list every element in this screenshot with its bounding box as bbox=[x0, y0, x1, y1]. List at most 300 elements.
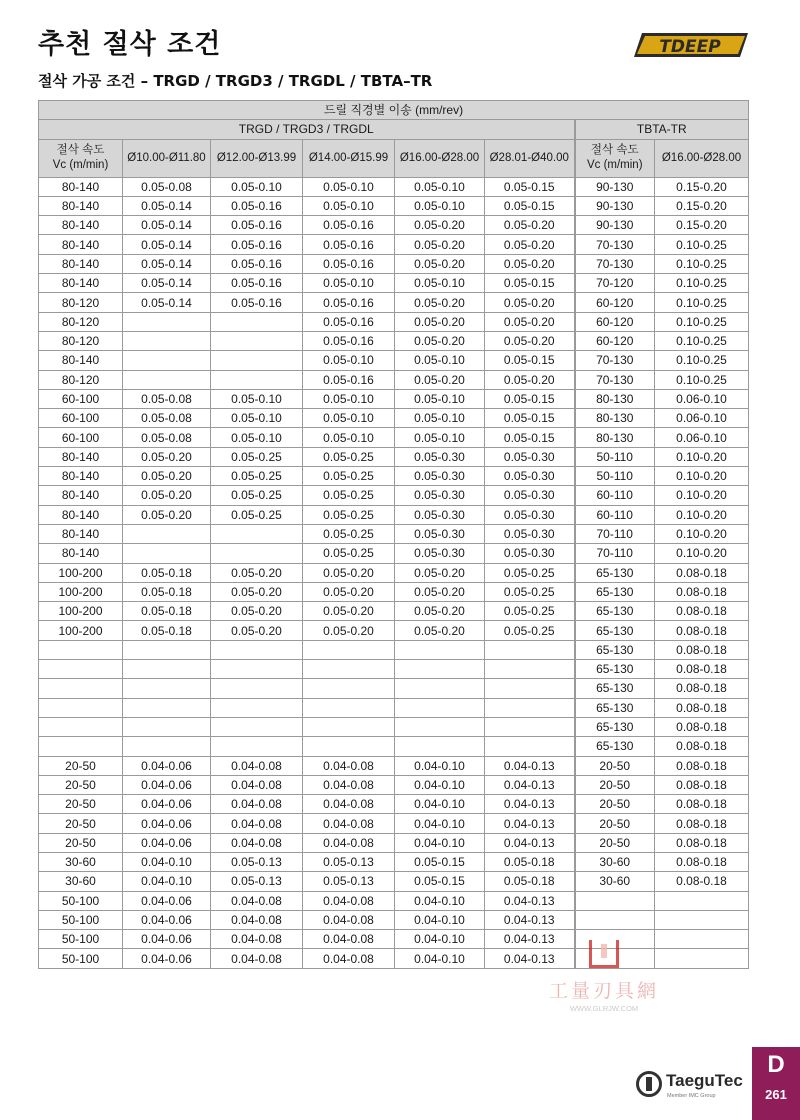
cell-speed: 80-140 bbox=[39, 254, 123, 273]
cell-speed: 100-200 bbox=[39, 602, 123, 621]
cell-speed: 50-100 bbox=[39, 910, 123, 929]
cell-d16: 0.05-0.30 bbox=[395, 524, 485, 543]
table-row bbox=[39, 795, 749, 814]
cell-d28: 0.05-0.15 bbox=[485, 351, 575, 370]
table-row bbox=[39, 216, 749, 235]
page-title: 추천 절삭 조건 bbox=[38, 29, 222, 60]
cell-tbta-d16: 0.10-0.20 bbox=[655, 486, 749, 505]
feed-header: 드릴 직경별 이송 (mm/rev) bbox=[39, 101, 749, 120]
cell-d12: 0.04-0.08 bbox=[211, 775, 303, 794]
cell-d28 bbox=[485, 640, 575, 659]
table-row bbox=[39, 640, 749, 659]
cell-d10 bbox=[123, 737, 211, 756]
table-row bbox=[39, 679, 749, 698]
cell-d16: 0.05-0.10 bbox=[395, 428, 485, 447]
cell-d12: 0.05-0.10 bbox=[211, 389, 303, 408]
cell-d16: 0.05-0.20 bbox=[395, 254, 485, 273]
table-row bbox=[39, 833, 749, 852]
cell-tbta-speed: 60-120 bbox=[575, 293, 655, 312]
cell-d16: 0.05-0.10 bbox=[395, 409, 485, 428]
cell-d14: 0.05-0.20 bbox=[303, 602, 395, 621]
diam-header: Ø10.00-Ø11.80 bbox=[123, 139, 211, 177]
cell-d10: 0.05-0.14 bbox=[123, 293, 211, 312]
cell-d16: 0.05-0.30 bbox=[395, 544, 485, 563]
cell-tbta-speed: 70-130 bbox=[575, 351, 655, 370]
cell-d28 bbox=[485, 737, 575, 756]
cell-speed bbox=[39, 717, 123, 736]
cell-speed: 50-100 bbox=[39, 930, 123, 949]
tbta-speed-header: 절삭 속도 Vc (m/min) bbox=[575, 139, 655, 177]
cell-d12: 0.05-0.20 bbox=[211, 563, 303, 582]
cell-d14: 0.05-0.10 bbox=[303, 274, 395, 293]
cell-speed: 80-140 bbox=[39, 196, 123, 215]
cell-d14 bbox=[303, 679, 395, 698]
cell-d14: 0.04-0.08 bbox=[303, 910, 395, 929]
cell-tbta-speed: 70-130 bbox=[575, 235, 655, 254]
cell-d28: 0.05-0.20 bbox=[485, 254, 575, 273]
cell-d12 bbox=[211, 679, 303, 698]
table-row bbox=[39, 524, 749, 543]
cell-d12: 0.05-0.16 bbox=[211, 293, 303, 312]
diam-header: Ø12.00-Ø13.99 bbox=[211, 139, 303, 177]
cell-d12: 0.05-0.13 bbox=[211, 852, 303, 871]
cell-d28: 0.05-0.25 bbox=[485, 582, 575, 601]
cell-speed: 50-100 bbox=[39, 949, 123, 968]
table-row bbox=[39, 737, 749, 756]
cell-d10: 0.05-0.14 bbox=[123, 274, 211, 293]
cell-tbta-speed: 65-130 bbox=[575, 737, 655, 756]
cell-d14: 0.05-0.10 bbox=[303, 177, 395, 196]
cell-tbta-d16: 0.08-0.18 bbox=[655, 814, 749, 833]
cell-d12: 0.05-0.16 bbox=[211, 196, 303, 215]
table-row bbox=[39, 814, 749, 833]
cell-d10: 0.05-0.08 bbox=[123, 389, 211, 408]
cell-d10 bbox=[123, 679, 211, 698]
cell-tbta-d16: 0.08-0.18 bbox=[655, 833, 749, 852]
cell-d12: 0.05-0.25 bbox=[211, 467, 303, 486]
cell-d14: 0.05-0.10 bbox=[303, 428, 395, 447]
group-header-tbta: TBTA-TR bbox=[575, 120, 749, 139]
table-row bbox=[39, 409, 749, 428]
cell-d16: 0.04-0.10 bbox=[395, 949, 485, 968]
cell-d16: 0.05-0.20 bbox=[395, 563, 485, 582]
cell-d12: 0.05-0.10 bbox=[211, 428, 303, 447]
cell-tbta-speed bbox=[575, 910, 655, 929]
cell-d16: 0.04-0.10 bbox=[395, 756, 485, 775]
cell-d14: 0.05-0.20 bbox=[303, 621, 395, 640]
table-body bbox=[39, 177, 749, 968]
cell-tbta-speed: 70-130 bbox=[575, 254, 655, 273]
cell-tbta-d16: 0.08-0.18 bbox=[655, 737, 749, 756]
cell-speed: 60-100 bbox=[39, 409, 123, 428]
cell-d10: 0.05-0.20 bbox=[123, 486, 211, 505]
cell-tbta-d16: 0.08-0.18 bbox=[655, 602, 749, 621]
table-row bbox=[39, 254, 749, 273]
cell-d16: 0.05-0.30 bbox=[395, 505, 485, 524]
cell-d16: 0.05-0.20 bbox=[395, 331, 485, 350]
cell-tbta-speed: 60-120 bbox=[575, 331, 655, 350]
cell-d12: 0.04-0.08 bbox=[211, 756, 303, 775]
cell-tbta-d16: 0.08-0.18 bbox=[655, 872, 749, 891]
cell-d10: 0.04-0.06 bbox=[123, 891, 211, 910]
cell-d28: 0.05-0.25 bbox=[485, 563, 575, 582]
cell-d16: 0.04-0.10 bbox=[395, 891, 485, 910]
cell-speed: 80-140 bbox=[39, 351, 123, 370]
cell-speed: 20-50 bbox=[39, 775, 123, 794]
cell-d14: 0.05-0.16 bbox=[303, 235, 395, 254]
cell-d10: 0.05-0.18 bbox=[123, 563, 211, 582]
cell-d28: 0.05-0.30 bbox=[485, 524, 575, 543]
cell-tbta-speed: 65-130 bbox=[575, 698, 655, 717]
cell-tbta-speed: 60-110 bbox=[575, 486, 655, 505]
speed-header: 절삭 속도 Vc (m/min) bbox=[39, 139, 123, 177]
cell-d14 bbox=[303, 640, 395, 659]
cell-d28: 0.05-0.30 bbox=[485, 467, 575, 486]
watermark-name: 工量刃具網 bbox=[548, 980, 659, 1002]
cell-d10: 0.05-0.18 bbox=[123, 582, 211, 601]
cell-d10: 0.04-0.06 bbox=[123, 910, 211, 929]
cell-tbta-speed: 65-130 bbox=[575, 582, 655, 601]
cell-d16: 0.05-0.10 bbox=[395, 389, 485, 408]
cell-speed: 100-200 bbox=[39, 621, 123, 640]
cell-tbta-speed: 90-130 bbox=[575, 177, 655, 196]
cell-speed: 80-140 bbox=[39, 544, 123, 563]
cell-d16 bbox=[395, 737, 485, 756]
cell-d10 bbox=[123, 312, 211, 331]
cell-speed bbox=[39, 640, 123, 659]
cell-d14: 0.05-0.16 bbox=[303, 331, 395, 350]
cell-d12: 0.04-0.08 bbox=[211, 891, 303, 910]
cell-d10: 0.04-0.06 bbox=[123, 775, 211, 794]
cell-tbta-d16: 0.10-0.20 bbox=[655, 447, 749, 466]
cell-tbta-d16: 0.08-0.18 bbox=[655, 582, 749, 601]
cell-speed: 80-140 bbox=[39, 235, 123, 254]
cell-d16: 0.05-0.15 bbox=[395, 872, 485, 891]
cell-speed: 20-50 bbox=[39, 814, 123, 833]
cell-d10: 0.05-0.14 bbox=[123, 254, 211, 273]
cell-d14: 0.05-0.10 bbox=[303, 351, 395, 370]
cell-speed: 80-140 bbox=[39, 467, 123, 486]
cell-tbta-d16: 0.15-0.20 bbox=[655, 177, 749, 196]
cell-d10: 0.04-0.06 bbox=[123, 795, 211, 814]
cell-tbta-d16: 0.08-0.18 bbox=[655, 660, 749, 679]
cell-d10 bbox=[123, 698, 211, 717]
tdeep-logo bbox=[632, 30, 750, 60]
cell-tbta-d16: 0.06-0.10 bbox=[655, 389, 749, 408]
cell-d28: 0.05-0.20 bbox=[485, 235, 575, 254]
cell-d16: 0.05-0.30 bbox=[395, 467, 485, 486]
cell-d28: 0.05-0.20 bbox=[485, 293, 575, 312]
cell-speed: 100-200 bbox=[39, 582, 123, 601]
cell-tbta-speed: 65-130 bbox=[575, 679, 655, 698]
cell-tbta-d16: 0.15-0.20 bbox=[655, 196, 749, 215]
cell-d12 bbox=[211, 544, 303, 563]
cell-d14: 0.05-0.25 bbox=[303, 447, 395, 466]
cell-d14: 0.05-0.16 bbox=[303, 293, 395, 312]
cell-d16: 0.05-0.10 bbox=[395, 177, 485, 196]
cell-tbta-d16 bbox=[655, 910, 749, 929]
cell-d14: 0.05-0.13 bbox=[303, 852, 395, 871]
diam-header: Ø28.01-Ø40.00 bbox=[485, 139, 575, 177]
cell-d12: 0.04-0.08 bbox=[211, 910, 303, 929]
cell-d14 bbox=[303, 717, 395, 736]
table-row bbox=[39, 389, 749, 408]
cell-tbta-speed: 65-130 bbox=[575, 717, 655, 736]
cell-d10: 0.04-0.06 bbox=[123, 756, 211, 775]
cell-d14: 0.05-0.16 bbox=[303, 254, 395, 273]
cell-tbta-d16: 0.10-0.25 bbox=[655, 351, 749, 370]
cell-d10 bbox=[123, 524, 211, 543]
cell-d28: 0.05-0.20 bbox=[485, 216, 575, 235]
cell-d12 bbox=[211, 698, 303, 717]
cell-d16: 0.05-0.15 bbox=[395, 852, 485, 871]
table-row bbox=[39, 544, 749, 563]
cell-d14: 0.04-0.08 bbox=[303, 775, 395, 794]
cell-d14: 0.04-0.08 bbox=[303, 814, 395, 833]
cell-d14: 0.05-0.25 bbox=[303, 524, 395, 543]
cell-d12: 0.05-0.25 bbox=[211, 486, 303, 505]
cell-tbta-speed: 65-130 bbox=[575, 621, 655, 640]
cell-d16: 0.04-0.10 bbox=[395, 775, 485, 794]
cell-d16: 0.05-0.30 bbox=[395, 447, 485, 466]
cell-d16: 0.05-0.20 bbox=[395, 293, 485, 312]
cell-speed: 80-120 bbox=[39, 312, 123, 331]
cell-tbta-d16: 0.08-0.18 bbox=[655, 563, 749, 582]
cell-d28: 0.05-0.30 bbox=[485, 486, 575, 505]
cell-tbta-speed: 80-130 bbox=[575, 428, 655, 447]
cell-tbta-speed: 20-50 bbox=[575, 833, 655, 852]
diam-header: Ø14.00-Ø15.99 bbox=[303, 139, 395, 177]
cell-d10: 0.04-0.06 bbox=[123, 814, 211, 833]
cell-d12: 0.05-0.20 bbox=[211, 621, 303, 640]
cell-d12: 0.05-0.25 bbox=[211, 505, 303, 524]
table-row bbox=[39, 621, 749, 640]
cell-d12 bbox=[211, 351, 303, 370]
cell-d28: 0.05-0.15 bbox=[485, 196, 575, 215]
cell-d28: 0.05-0.20 bbox=[485, 331, 575, 350]
cell-d14: 0.05-0.13 bbox=[303, 872, 395, 891]
cell-d28 bbox=[485, 698, 575, 717]
cell-d12: 0.05-0.16 bbox=[211, 216, 303, 235]
cell-d28: 0.05-0.15 bbox=[485, 389, 575, 408]
cell-speed: 80-140 bbox=[39, 447, 123, 466]
cell-d10: 0.04-0.06 bbox=[123, 930, 211, 949]
cell-d12 bbox=[211, 312, 303, 331]
section-tab bbox=[752, 1047, 800, 1120]
table-row bbox=[39, 660, 749, 679]
cell-d14: 0.04-0.08 bbox=[303, 756, 395, 775]
cell-d14: 0.05-0.16 bbox=[303, 312, 395, 331]
cell-speed: 20-50 bbox=[39, 795, 123, 814]
cell-speed: 20-50 bbox=[39, 833, 123, 852]
cell-d16: 0.04-0.10 bbox=[395, 795, 485, 814]
cell-d10: 0.05-0.18 bbox=[123, 602, 211, 621]
cell-d28: 0.05-0.15 bbox=[485, 274, 575, 293]
cell-d10 bbox=[123, 660, 211, 679]
table-row bbox=[39, 447, 749, 466]
cell-d28: 0.05-0.30 bbox=[485, 544, 575, 563]
page-subtitle: 절삭 가공 조건 – TRGD / TRGD3 / TRGDL / TBTA–TR bbox=[38, 72, 433, 90]
cell-d28 bbox=[485, 717, 575, 736]
cell-d10: 0.04-0.06 bbox=[123, 949, 211, 968]
cell-tbta-speed: 30-60 bbox=[575, 872, 655, 891]
cell-tbta-d16: 0.10-0.20 bbox=[655, 505, 749, 524]
cell-d12 bbox=[211, 640, 303, 659]
cell-d16 bbox=[395, 640, 485, 659]
table-row bbox=[39, 467, 749, 486]
cell-d12: 0.05-0.10 bbox=[211, 409, 303, 428]
table-row bbox=[39, 563, 749, 582]
cell-tbta-speed: 30-60 bbox=[575, 852, 655, 871]
cell-speed: 80-140 bbox=[39, 524, 123, 543]
cell-tbta-d16: 0.08-0.18 bbox=[655, 679, 749, 698]
cell-d10: 0.05-0.08 bbox=[123, 428, 211, 447]
cell-d12: 0.04-0.08 bbox=[211, 833, 303, 852]
cell-d28: 0.04-0.13 bbox=[485, 833, 575, 852]
taegutec-mark-icon bbox=[636, 1071, 662, 1097]
cell-d14: 0.04-0.08 bbox=[303, 891, 395, 910]
cell-d12 bbox=[211, 524, 303, 543]
cell-speed: 30-60 bbox=[39, 852, 123, 871]
cell-d16: 0.04-0.10 bbox=[395, 910, 485, 929]
cell-d10: 0.04-0.10 bbox=[123, 852, 211, 871]
cell-speed: 100-200 bbox=[39, 563, 123, 582]
cell-d16 bbox=[395, 698, 485, 717]
cell-speed: 30-60 bbox=[39, 872, 123, 891]
cell-d14: 0.05-0.10 bbox=[303, 389, 395, 408]
cell-speed: 80-140 bbox=[39, 274, 123, 293]
cell-speed: 80-140 bbox=[39, 486, 123, 505]
cell-tbta-d16 bbox=[655, 891, 749, 910]
cell-d16: 0.05-0.20 bbox=[395, 582, 485, 601]
cell-d10: 0.05-0.20 bbox=[123, 447, 211, 466]
cell-d16: 0.05-0.20 bbox=[395, 235, 485, 254]
cell-tbta-d16: 0.08-0.18 bbox=[655, 621, 749, 640]
company-name: TaeguTec bbox=[666, 1071, 743, 1090]
cell-d16: 0.05-0.20 bbox=[395, 312, 485, 331]
cell-d28: 0.05-0.30 bbox=[485, 447, 575, 466]
table-row bbox=[39, 872, 749, 891]
cell-d14: 0.04-0.08 bbox=[303, 949, 395, 968]
cell-tbta-speed: 20-50 bbox=[575, 814, 655, 833]
cell-tbta-d16: 0.10-0.25 bbox=[655, 312, 749, 331]
cell-speed: 20-50 bbox=[39, 756, 123, 775]
cell-d10 bbox=[123, 370, 211, 389]
cell-speed: 60-100 bbox=[39, 428, 123, 447]
cell-d16: 0.05-0.20 bbox=[395, 370, 485, 389]
cell-d16: 0.04-0.10 bbox=[395, 814, 485, 833]
cell-d10 bbox=[123, 717, 211, 736]
cell-d12 bbox=[211, 370, 303, 389]
cell-d28: 0.05-0.18 bbox=[485, 872, 575, 891]
cell-speed bbox=[39, 660, 123, 679]
cell-d28: 0.05-0.15 bbox=[485, 428, 575, 447]
cell-tbta-speed: 20-50 bbox=[575, 756, 655, 775]
cell-d16: 0.04-0.10 bbox=[395, 930, 485, 949]
cell-d12: 0.04-0.08 bbox=[211, 930, 303, 949]
cell-d28: 0.04-0.13 bbox=[485, 756, 575, 775]
cell-tbta-d16: 0.06-0.10 bbox=[655, 428, 749, 447]
cell-d10 bbox=[123, 331, 211, 350]
cell-tbta-d16: 0.10-0.25 bbox=[655, 331, 749, 350]
cell-tbta-d16: 0.08-0.18 bbox=[655, 852, 749, 871]
cell-d10: 0.05-0.18 bbox=[123, 621, 211, 640]
cell-d16 bbox=[395, 660, 485, 679]
cell-speed bbox=[39, 698, 123, 717]
cell-speed: 80-140 bbox=[39, 177, 123, 196]
cell-speed: 80-120 bbox=[39, 370, 123, 389]
cell-d28: 0.05-0.30 bbox=[485, 505, 575, 524]
cell-d14: 0.05-0.20 bbox=[303, 563, 395, 582]
cell-speed: 80-140 bbox=[39, 216, 123, 235]
cell-tbta-speed: 70-110 bbox=[575, 524, 655, 543]
cell-d28: 0.05-0.20 bbox=[485, 370, 575, 389]
cell-d12: 0.05-0.16 bbox=[211, 235, 303, 254]
cell-speed: 60-100 bbox=[39, 389, 123, 408]
cell-d16: 0.04-0.10 bbox=[395, 833, 485, 852]
cell-tbta-d16: 0.08-0.18 bbox=[655, 717, 749, 736]
cell-tbta-speed: 50-110 bbox=[575, 447, 655, 466]
table-row bbox=[39, 370, 749, 389]
cell-d12: 0.05-0.16 bbox=[211, 254, 303, 273]
cell-d28: 0.05-0.20 bbox=[485, 312, 575, 331]
table-row bbox=[39, 312, 749, 331]
cell-speed: 80-120 bbox=[39, 331, 123, 350]
cell-d12: 0.05-0.20 bbox=[211, 582, 303, 601]
cell-d28: 0.04-0.13 bbox=[485, 775, 575, 794]
cell-d28 bbox=[485, 679, 575, 698]
cell-tbta-speed: 90-130 bbox=[575, 196, 655, 215]
cell-d14 bbox=[303, 660, 395, 679]
tdeep-logo-text: TDEEP bbox=[659, 37, 721, 57]
cell-tbta-speed: 20-50 bbox=[575, 795, 655, 814]
table-row bbox=[39, 351, 749, 370]
cell-d14: 0.04-0.08 bbox=[303, 930, 395, 949]
table-row bbox=[39, 602, 749, 621]
cell-d10: 0.05-0.20 bbox=[123, 467, 211, 486]
cell-d16: 0.05-0.20 bbox=[395, 602, 485, 621]
cell-d16: 0.05-0.20 bbox=[395, 216, 485, 235]
cell-d12 bbox=[211, 660, 303, 679]
cell-d28: 0.04-0.13 bbox=[485, 949, 575, 968]
cell-tbta-speed: 70-120 bbox=[575, 274, 655, 293]
cell-d28: 0.05-0.15 bbox=[485, 409, 575, 428]
cell-d12: 0.05-0.25 bbox=[211, 447, 303, 466]
table-row bbox=[39, 428, 749, 447]
table-row bbox=[39, 235, 749, 254]
cell-d28: 0.04-0.13 bbox=[485, 814, 575, 833]
cell-tbta-d16: 0.10-0.20 bbox=[655, 544, 749, 563]
cell-d14: 0.05-0.10 bbox=[303, 409, 395, 428]
cell-tbta-d16: 0.10-0.25 bbox=[655, 254, 749, 273]
cell-tbta-speed: 65-130 bbox=[575, 640, 655, 659]
tbta-diam-header: Ø16.00-Ø28.00 bbox=[655, 139, 749, 177]
table-row bbox=[39, 852, 749, 871]
cell-d14: 0.05-0.25 bbox=[303, 467, 395, 486]
cell-tbta-speed bbox=[575, 891, 655, 910]
table-row bbox=[39, 274, 749, 293]
table-row bbox=[39, 505, 749, 524]
watermark-icon bbox=[589, 940, 619, 968]
cell-d10: 0.05-0.14 bbox=[123, 235, 211, 254]
cell-d14: 0.05-0.25 bbox=[303, 505, 395, 524]
cell-d12: 0.05-0.16 bbox=[211, 274, 303, 293]
cell-d10 bbox=[123, 544, 211, 563]
cell-d12: 0.05-0.10 bbox=[211, 177, 303, 196]
cell-tbta-d16: 0.10-0.25 bbox=[655, 293, 749, 312]
table-row bbox=[39, 910, 749, 929]
cell-tbta-speed: 80-130 bbox=[575, 389, 655, 408]
